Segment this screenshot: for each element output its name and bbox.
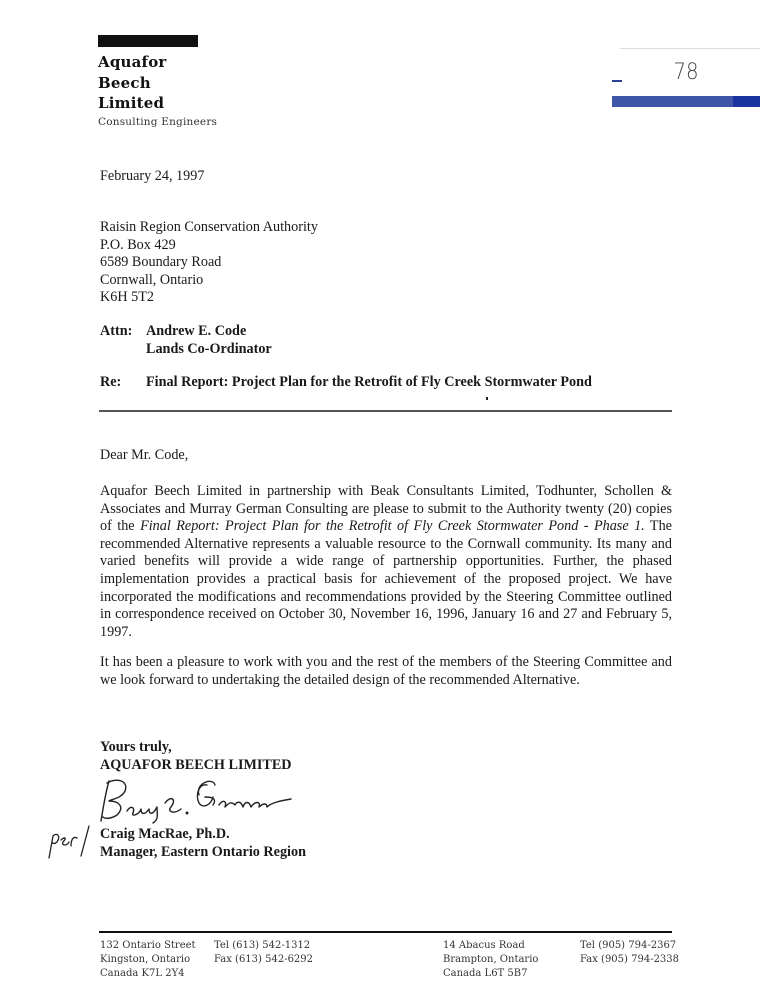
company-name-line: Aquafor [98, 53, 167, 71]
footer-tel: Tel (905) 794-2367 [580, 940, 677, 951]
footer-address-line: Canada K7L 2Y4 [100, 968, 185, 979]
company-logo-name [98, 52, 167, 114]
signer-name: Craig MacRae, Ph.D. [100, 826, 230, 842]
footer-tel: Tel (613) 542-1312 [214, 940, 311, 951]
address-line: K6H 5T2 [100, 289, 154, 306]
address-line: Raisin Region Conservation Authority [100, 219, 318, 235]
para1-end: The recommended Alternative represents a valuable resource to the Cornwall community. Its many and varied benefits will provide a wide range of partnership opportunities. Further, the phased implementation provides a practical basis for achievement of the proposed project. We have incorporated the modifications and recommendations provided by the Steering Committee outlined in correspondence received on October 30, November 16, 1996, January 16 and 27 and February 5, 1997. [100, 518, 672, 640]
handwritten-page-number: 78 [673, 60, 699, 85]
re-subject: Final Report: Project Plan for the Retrofit of Fly Creek Stormwater Pond [146, 374, 592, 390]
logo-bar [98, 35, 198, 47]
footer-divider [99, 931, 672, 933]
handwritten-signature [95, 775, 315, 825]
footer-office1-address [100, 939, 196, 981]
footer-address-line: 132 Ontario Street [100, 940, 196, 951]
handwritten-per-annotation [45, 822, 95, 862]
footer-address-line: Canada L6T 5B7 [443, 968, 528, 979]
signer-block [100, 826, 306, 861]
signer-title: Manager, Eastern Ontario Region [100, 843, 306, 860]
stamp-bar-accent [733, 96, 760, 107]
stamp-dash [612, 80, 622, 82]
closing-company: AQUAFOR BEECH LIMITED [100, 756, 292, 773]
footer-office2-address [443, 939, 538, 981]
footer-fax: Fax (613) 542-6292 [214, 954, 314, 965]
stamp-line [620, 48, 760, 49]
company-name-line: Beech [98, 73, 151, 92]
footer-office1-phone [214, 939, 313, 967]
closing-block [100, 739, 292, 774]
body-paragraph-1 [100, 483, 672, 641]
footer-address-line: 14 Abacus Road [443, 940, 525, 951]
company-name-line: Limited [98, 94, 165, 112]
letter-date: February 24, 1997 [100, 168, 205, 184]
body-paragraph-2: It has been a pleasure to work with you and the rest of the members of the Steering Committee and we look forward to undertaking the detailed design of the recommended Alternative. [100, 654, 672, 688]
valediction: Yours truly, [100, 739, 172, 755]
address-line: P.O. Box 429 [100, 236, 176, 253]
recipient-address [100, 219, 318, 307]
subject-divider [99, 410, 672, 412]
speck [486, 397, 488, 400]
attn-name: Andrew E. Code [146, 323, 247, 339]
footer-fax: Fax (905) 794-2338 [580, 954, 680, 965]
address-line: Cornwall, Ontario [100, 271, 204, 288]
re-label: Re: [100, 374, 122, 390]
footer-address-line: Kingston, Ontario [100, 954, 191, 965]
footer-office2-phone [580, 939, 679, 967]
para1-start: Aquafor Beech Limited in partnership with Beak Consultants Limited, Todhunter, Schollen & Associates and Murray German Consulting are please to submit to the Authority twenty (20) copies of the [100, 483, 672, 535]
attn-label: Attn: [100, 323, 133, 339]
company-subtitle: Consulting Engineers [98, 116, 218, 128]
attn-title: Lands Co-Ordinator [146, 341, 272, 357]
footer-address-line: Brampton, Ontario [443, 954, 539, 965]
salutation: Dear Mr. Code, [100, 447, 189, 463]
address-line: 6589 Boundary Road [100, 254, 222, 271]
report-title-italic: Final Report: Project Plan for the Retrofit of Fly Creek Stormwater Pond - Phase 1. [140, 518, 645, 535]
